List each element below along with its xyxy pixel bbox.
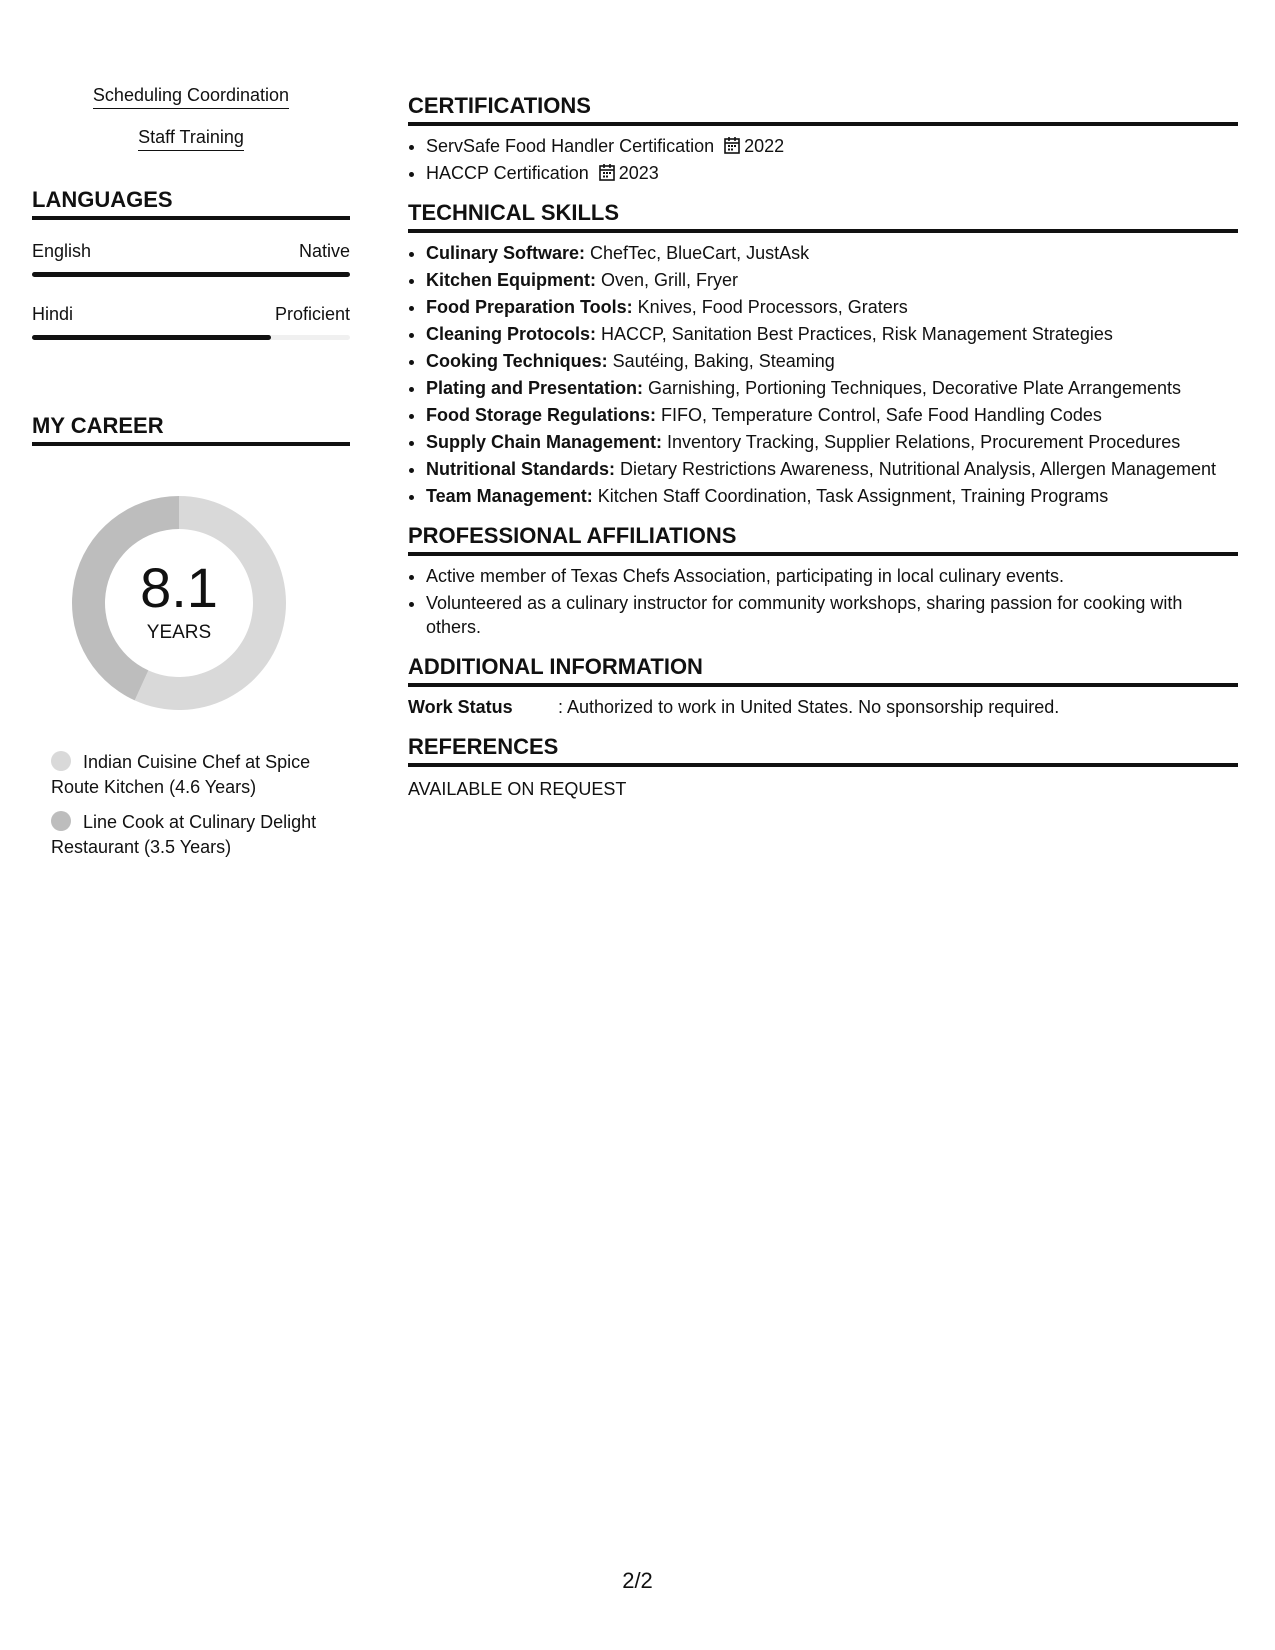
skill-category: Nutritional Standards: (426, 459, 616, 479)
technical-skill-item (426, 268, 1238, 292)
language-name: English (32, 241, 92, 261)
certification-item (426, 161, 1238, 185)
language-bar-fill (32, 272, 350, 277)
career-legend-item (51, 750, 331, 800)
certification-name: HACCP Certification (426, 163, 589, 183)
technical-skill-item (426, 403, 1238, 427)
technical-skill-item (426, 457, 1238, 481)
language-hindi (32, 303, 350, 340)
references-section (408, 733, 1238, 801)
language-level: Native (298, 241, 350, 261)
certification-item (426, 134, 1238, 158)
career-total-unit: YEARS (146, 622, 212, 643)
language-level: Proficient (274, 304, 350, 324)
skill-values: Kitchen Staff Coordination, Task Assignment, Training Programs (592, 486, 1109, 506)
career-legend-item (51, 810, 331, 860)
skill-values: Sautéing, Baking, Steaming (607, 351, 835, 371)
references-heading: REFERENCES (408, 733, 1238, 767)
skill-values: HACCP, Sanitation Best Practices, Risk Management Strategies (596, 324, 1113, 344)
certifications-section (408, 92, 1238, 185)
left-column (32, 84, 350, 870)
certification-year: 2022 (744, 136, 785, 156)
technical-skill-item (426, 430, 1238, 454)
skill-category: Plating and Presentation: (426, 378, 644, 398)
references-text: AVAILABLE ON REQUEST (408, 779, 627, 799)
technical-skill-item (426, 376, 1238, 400)
work-status-label: Work Status (408, 697, 513, 717)
technical-skill-item (426, 241, 1238, 265)
language-bar (32, 272, 350, 277)
language-english (32, 240, 350, 277)
skill-category: Cleaning Protocols: (426, 324, 597, 344)
technical-skills-section (408, 199, 1238, 508)
certifications-heading: CERTIFICATIONS (408, 92, 1238, 126)
right-column (408, 92, 1238, 815)
skill-values: Knives, Food Processors, Graters (632, 297, 908, 317)
language-bar (32, 335, 350, 340)
technical-skill-item (426, 349, 1238, 373)
additional-info-heading: ADDITIONAL INFORMATION (408, 653, 1238, 687)
skill-category: Food Preparation Tools: (426, 297, 633, 317)
languages-heading: LANGUAGES (32, 186, 350, 220)
technical-skills-heading: TECHNICAL SKILLS (408, 199, 1238, 233)
career-total-years: 8.1 (140, 556, 218, 619)
language-name: Hindi (32, 304, 74, 324)
skill-category: Culinary Software: (426, 243, 586, 263)
calendar-icon (599, 163, 615, 181)
affiliations-section (408, 522, 1238, 639)
skill-values: ChefTec, BlueCart, JustAsk (585, 243, 810, 263)
skill-values: Oven, Grill, Fryer (596, 270, 739, 290)
career-job-label: Indian Cuisine Chef at Spice Route Kitchen (4.6 Years) (51, 752, 311, 797)
technical-skill-item (426, 484, 1238, 508)
skill-category: Team Management: (426, 486, 593, 506)
skill-category: Cooking Techniques: (426, 351, 608, 371)
calendar-icon (724, 136, 740, 154)
skill-values: FIFO, Temperature Control, Safe Food Handling Codes (656, 405, 1102, 425)
career-job-label: Line Cook at Culinary Delight Restaurant (3.5 Years) (51, 812, 317, 857)
certification-year: 2023 (618, 163, 659, 183)
career-donut (66, 490, 292, 716)
career-legend (51, 750, 350, 860)
affiliations-heading: PROFESSIONAL AFFILIATIONS (408, 522, 1238, 556)
technical-skill-item (426, 295, 1238, 319)
skill-category: Food Storage Regulations: (426, 405, 657, 425)
page-number: 2/2 (622, 1568, 653, 1593)
skill-category: Kitchen Equipment: (426, 270, 596, 290)
legend-swatch (51, 811, 71, 831)
technical-skill-item (426, 322, 1238, 346)
skill-category: Supply Chain Management: (426, 432, 663, 452)
language-bar-fill (32, 335, 271, 340)
affiliation-item: • Active member of Texas Chefs Association, participating in local culinary events. (426, 564, 1238, 588)
affiliation-item: • Volunteered as a culinary instructor for community workshops, sharing passion for cooking with others. (426, 591, 1238, 639)
work-status-row (408, 695, 1238, 719)
additional-info-section (408, 653, 1238, 719)
career-heading: MY CAREER (32, 412, 350, 446)
skill-values: Garnishing, Portioning Techniques, Decorative Plate Arrangements (643, 378, 1182, 398)
skill-staff-training: Staff Training (138, 126, 244, 151)
skill-scheduling-coordination: Scheduling Coordination (93, 84, 289, 109)
legend-swatch (51, 751, 71, 771)
skill-values: Dietary Restrictions Awareness, Nutritional Analysis, Allergen Management (615, 459, 1216, 479)
work-status-value: : Authorized to work in United States. No sponsorship required. (558, 697, 1060, 717)
certification-name: ServSafe Food Handler Certification (426, 136, 715, 156)
skill-values: Inventory Tracking, Supplier Relations, Procurement Procedures (662, 432, 1181, 452)
